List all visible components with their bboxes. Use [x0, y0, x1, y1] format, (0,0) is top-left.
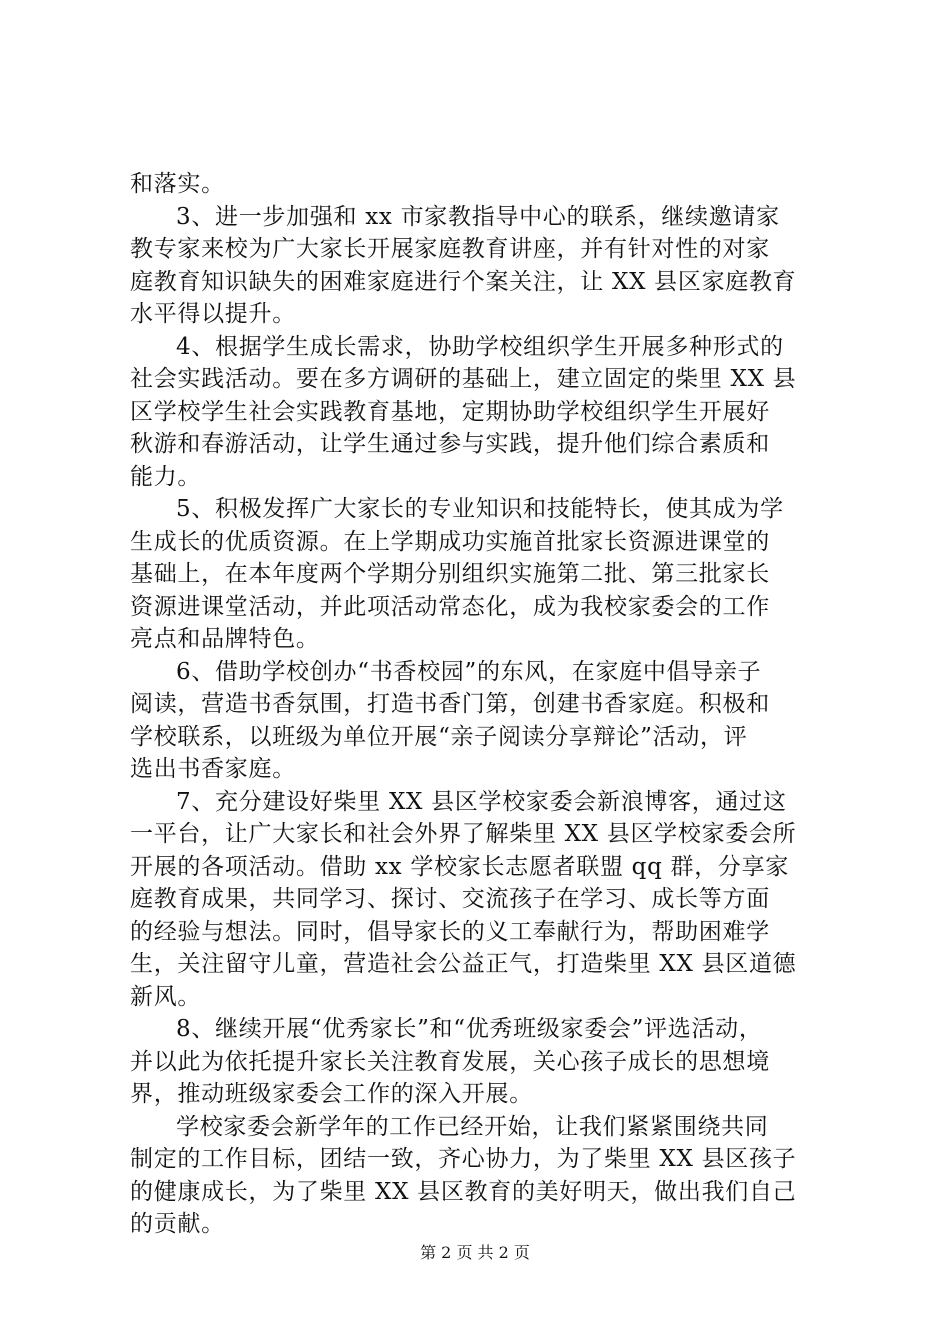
text-line: 学校家委会新学年的工作已经开始，让我们紧紧围绕共同 — [176, 1113, 769, 1140]
text-line: 庭教育成果，共同学习、探讨、交流孩子在学习、成长等方面 — [130, 886, 770, 912]
text-line: 并以此为依托提升家长关注教育发展，关心孩子成长的思想境 — [130, 1048, 770, 1075]
text-line: 6、借助学校创办“书香校园”的东风，在家庭中倡导亲子 — [176, 658, 762, 685]
text-line: 开展的各项活动。借助 xx 学校家长志愿者联盟 qq 群，分享家 — [130, 853, 790, 880]
text-line: 秋游和春游活动，让学生通过参与实践，提升他们综合素质和 — [130, 431, 770, 457]
text-line: 7、充分建设好柴里 XX 县区学校家委会新浪博客，通过这 — [176, 788, 787, 815]
page-footer — [0, 1243, 950, 1263]
text-line: 教专家来校为广大家长开展家庭教育讲座，并有针对性的对家 — [130, 236, 770, 262]
text-line: 5、积极发挥广大家长的专业知识和技能特长，使其成为学 — [176, 496, 784, 522]
document-body — [130, 168, 830, 1241]
text-line: 新风。 — [130, 983, 202, 1010]
text-line: 亮点和品牌特色。 — [130, 626, 320, 652]
text-line: 社会实践活动。要在多方调研的基础上，建立固定的柴里 XX 县 — [130, 366, 797, 392]
text-line: 资源进课堂活动，并此项活动常态化，成为我校家委会的工作 — [130, 593, 770, 620]
text-line: 的经验与想法。同时，倡导家长的义工奉献行为，帮助困难学 — [130, 918, 770, 945]
text-line: 选出书香家庭。 — [130, 756, 296, 782]
text-line: 区学校学生社会实践教育基地，定期协助学校组织学生开展好 — [130, 398, 770, 425]
text-line: 水平得以提升。 — [130, 301, 296, 327]
page-number: 第 2 页 共 2 页 — [420, 1243, 530, 1262]
text-line: 的健康成长，为了柴里 XX 县区教育的美好明天，做出我们自己 — [130, 1178, 797, 1205]
text-line: 4、根据学生成长需求，协助学校组织学生开展多种形式的 — [176, 333, 784, 360]
text-line: 的贡献。 — [130, 1211, 225, 1237]
text-line: 制定的工作目标，团结一致，齐心协力，为了柴里 XX 县区孩子 — [130, 1146, 797, 1172]
text-line: 生成长的优质资源。在上学期成功实施首批家长资源进课堂的 — [130, 528, 770, 555]
text-line: 基础上，在本年度两个学期分别组织实施第二批、第三批家长 — [130, 561, 770, 587]
text-line: 3、进一步加强和 xx 市家教指导中心的联系，继续邀请家 — [176, 203, 780, 230]
text-line: 生，关注留守儿童，营造社会公益正气，打造柴里 XX 县区道德 — [130, 951, 797, 977]
text-line: 学校联系，以班级为单位开展“亲子阅读分享辩论”活动，评 — [130, 723, 748, 750]
text-line: 阅读，营造书香氛围，打造书香门第，创建书香家庭。积极和 — [130, 691, 770, 717]
text-line: 和落实。 — [130, 171, 225, 197]
text-line: 一平台，让广大家长和社会外界了解柴里 XX 县区学校家委会所 — [130, 821, 797, 847]
text-line: 庭教育知识缺失的困难家庭进行个案关注，让 XX 县区家庭教育 — [130, 268, 797, 295]
text-line: 界，推动班级家委会工作的深入开展。 — [130, 1081, 533, 1107]
text-line: 8、继续开展“优秀家长”和“优秀班级家委会”评选活动， — [176, 1016, 763, 1042]
text-line: 能力。 — [130, 463, 202, 490]
